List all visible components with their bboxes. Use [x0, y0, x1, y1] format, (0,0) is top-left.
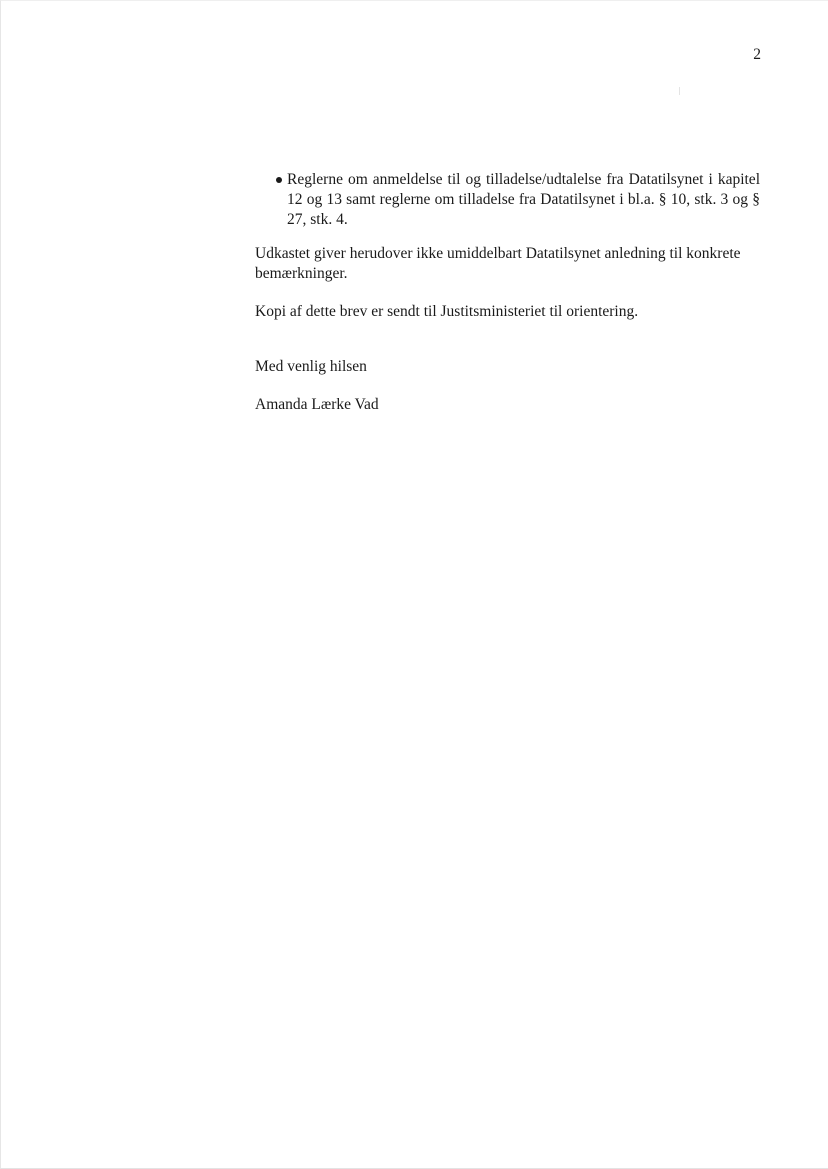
- bullet-text: Reglerne om anmeldelse til og tilladelse/udtalelse fra Datatilsynet i kapitel 12 og 13 samt reglerne om tilladelse fra Datatilsynet i bl.a. § 10, stk. 3 og § 27, stk. 4.: [287, 171, 760, 228]
- letter-closing: [255, 357, 760, 415]
- letter-body: [255, 170, 760, 340]
- salutation: Med venlig hilsen: [255, 358, 367, 375]
- page-number: 2: [753, 46, 761, 63]
- bullet-icon: [276, 177, 282, 183]
- scan-artifact: [679, 87, 680, 95]
- signature-name: Amanda Lærke Vad: [255, 396, 379, 413]
- paragraph-remarks: Udkastet giver herudover ikke umiddelbart Datatilsynet anledning til konkrete bemærkninger.: [255, 245, 741, 282]
- bullet-list-item: [255, 170, 760, 230]
- paragraph-copy-note: Kopi af dette brev er sendt til Justitsministeriet til orientering.: [255, 303, 639, 320]
